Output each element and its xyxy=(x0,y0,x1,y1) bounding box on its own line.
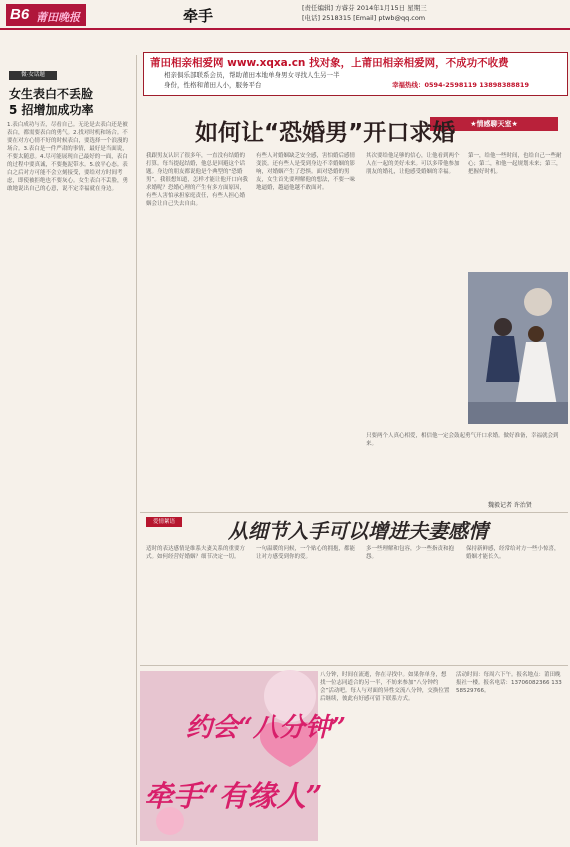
section-ribbon: ★情感聊天室★ xyxy=(430,117,558,131)
promo-graphic xyxy=(140,671,346,841)
ad-headline: 莆田相亲相爱网 www.xqxa.cn 找对象，上莆田相亲相爱网，不成功不收费 xyxy=(150,57,509,69)
author-byline: 魏毅记者 许治贤 xyxy=(488,502,532,509)
main-article-col: 我跟男友认识了很多年，一直没有结婚的打算。每当提起结婚，他总是回避这个话题。身边的朋友都说他是个典型的“恐婚男”。我很想知道，怎样才能让他开口向我求婚呢？恐婚心理的产生有多方面原因，有些人害怕承担家庭责任，有些人担心婚姻会让自己失去自由。 xyxy=(146,153,248,207)
column-tag: 爱情絮语 xyxy=(146,517,182,527)
divider xyxy=(140,665,568,666)
ad-banner[interactable] xyxy=(143,52,568,96)
article2-col: 保持新鲜感，经常给对方一些小惊喜，婚姻才能长久。 xyxy=(466,546,560,560)
section-name: 牵手 xyxy=(183,7,214,25)
page-badge xyxy=(6,4,86,26)
header-rule xyxy=(0,28,570,30)
edit-info-line1: [责任编辑] 方睿芬 2014年1月15日 星期三 xyxy=(302,4,427,12)
left-article-body: 1.表白成功与否，尽看自己。无论是去表白还是被表白，都需要表白的勇气。2.找对时机和场合。不要在对方心情不好的时候表白，要选择一个浪漫的场合。3.表白是一件严肃的事情，最好是当面说，不要太随意。4.尽可能展现自己最好的一面，表白的过程中要真诚，不要拖泥带水。5.放平心态。表白之后对方可能不会立刻接受，要给对方时间考虑，即使被拒绝也不要灰心。女生表白不丢脸，勇敢地说出自己的心意，说不定幸福就在身边。 xyxy=(7,122,129,192)
divider xyxy=(140,512,568,513)
event-info-col: 八分钟，时间在流逝，你在寻找中。如果你单身，想找一位志同道合的另一半，不妨来参加“八分钟约会”活动吧。每人与对面的异性交流八分钟，交换位置后继续，彼此有好感可留下联系方式。 xyxy=(320,672,450,702)
main-headline: 如何让“恐婚男”开口求婚 xyxy=(195,120,456,146)
promo-line: 牵手“有缘人” xyxy=(144,779,323,813)
left-column xyxy=(3,55,137,845)
article2-col: 多一些理解和包容，少一些指责和抱怨。 xyxy=(366,546,455,560)
promo-line: 约会“八分钟” xyxy=(186,713,346,743)
main-article-col: 有些人对婚姻缺乏安全感，害怕婚后感情变淡。还有些人是受到身边不幸婚姻的影响，对婚姻产生了恐惧。面对恐婚的男友，女生首先要理解他的想法，不要一味地逼婚，越逼他越不敢面对。 xyxy=(256,153,356,191)
left-subheadline: 5 招增加成功率 xyxy=(9,103,94,117)
column-tag: 微·女话题 xyxy=(9,71,57,80)
main-article-col: 其次要给他足够的信心，让他看到两个人在一起的美好未来。可以多带他参加朋友的婚礼，让他感受婚姻的幸福。 xyxy=(366,153,460,175)
paper-name: 莆田晚报 xyxy=(36,12,80,24)
main-article-col: 第一，给他一些时间，也给自己一些耐心；第二，和他一起规划未来；第三，把握好时机。 xyxy=(468,153,562,175)
ad-line: 身份，性格和莆田人小，服务平台 xyxy=(164,81,262,89)
edit-info xyxy=(302,3,564,23)
article2-col: 适时的表达感情是维系夫妻关系的重要方式。如何经营好婚姻？细节决定一切。 xyxy=(146,546,246,560)
edit-info-line2: [电话] 2518315 [Email] ptwb@qq.com xyxy=(302,14,426,22)
article2-headline: 从细节入手可以增进夫妻感情 xyxy=(228,519,488,543)
main-article-col: 只要两个人真心相爱，相信他一定会鼓起勇气开口求婚。做好准备，幸福就会到来。 xyxy=(366,433,559,447)
article2-col: 一句温暖的问候，一个贴心的拥抱，都能让对方感受到你的爱。 xyxy=(256,546,356,560)
ad-line: 相亲俱乐部联系会员，帮助莆田本地单身男女寻找人生另一半 xyxy=(164,71,340,79)
proposal-illustration xyxy=(468,272,568,424)
page-number: B6 xyxy=(10,6,30,23)
left-headline: 女生表白不丢脸 xyxy=(9,87,94,101)
ad-hotline: 幸福热线：0594-2598119 13898388819 xyxy=(392,81,529,89)
event-info-col: 活动时间：每周六下午。报名地点：莆田晚报社一楼。报名电话：13706082366 13358529766。 xyxy=(456,672,562,694)
